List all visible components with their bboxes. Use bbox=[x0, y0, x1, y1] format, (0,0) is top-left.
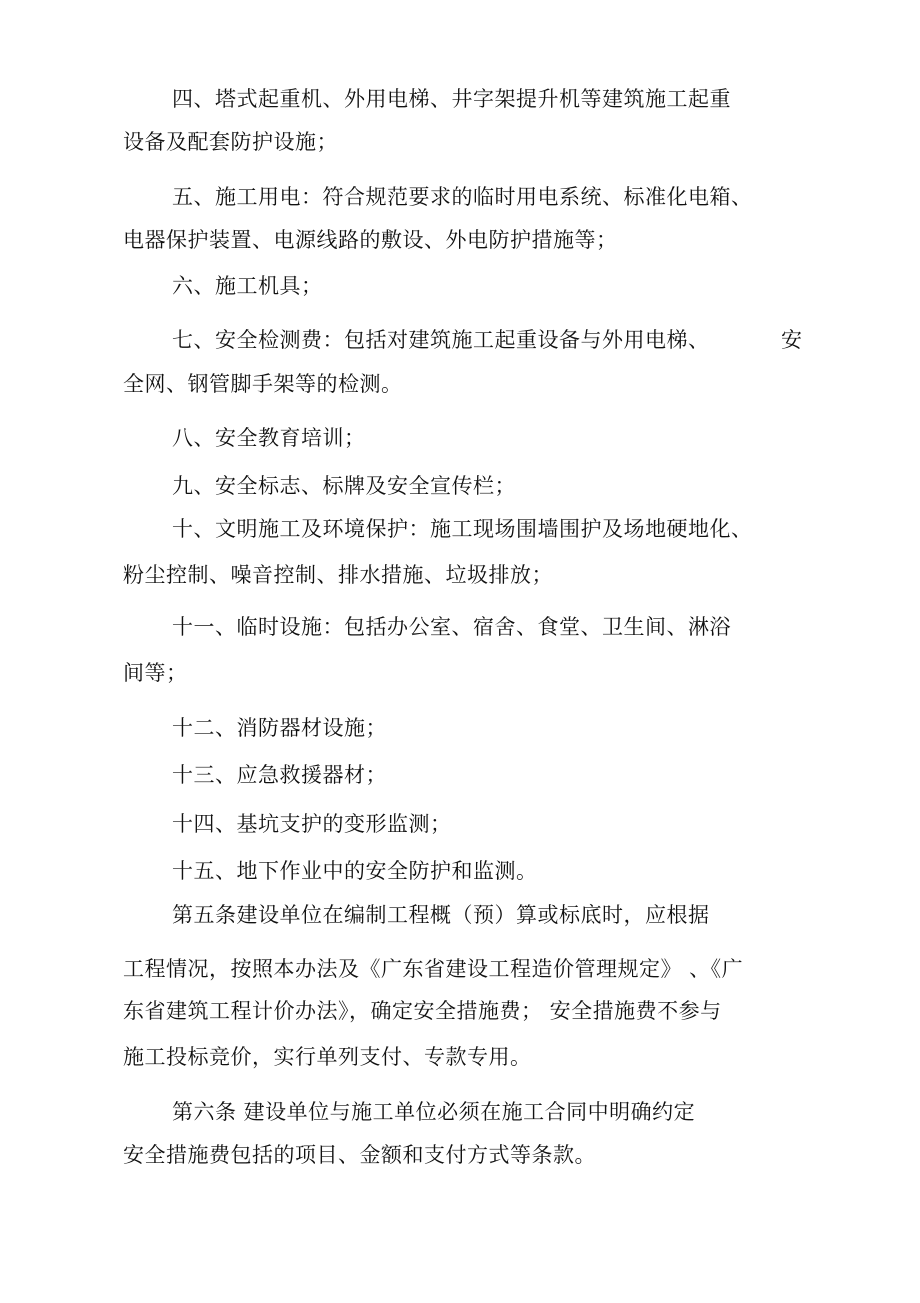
article-5-line-1: 第五条建设单位在编制工程概（预）算或标底时，应根据 bbox=[172, 903, 710, 927]
clause-item-13: 十三、应急救援器材； bbox=[172, 763, 387, 787]
clause-item-9: 九、安全标志、标牌及安全宣传栏； bbox=[172, 474, 516, 498]
article-5-line-4: 施工投标竞价，实行单列支付、专款专用。 bbox=[123, 1045, 532, 1069]
clause-item-4-line-2: 设备及配套防护设施； bbox=[123, 130, 338, 154]
clause-item-12: 十二、消防器材设施； bbox=[172, 716, 387, 740]
article-5-line-2: 工程情况，按照本办法及《广东省建设工程造价管理规定》 、《广 bbox=[123, 957, 744, 981]
clause-item-5-line-1: 五、施工用电：符合规范要求的临时用电系统、标准化电箱、 bbox=[172, 185, 753, 209]
clause-item-5-line-2: 电器保护装置、电源线路的敷设、外电防护措施等； bbox=[123, 228, 618, 252]
clause-item-14: 十四、基坑支护的变形监测； bbox=[172, 812, 452, 836]
clause-item-6: 六、施工机具； bbox=[172, 274, 323, 298]
clause-item-11-line-2: 间等； bbox=[123, 661, 188, 685]
article-6-line-2: 安全措施费包括的项目、金额和支付方式等条款。 bbox=[123, 1143, 596, 1167]
article-5-line-3: 东省建筑工程计价办法》，确定安全措施费； 安全措施费不参与 bbox=[123, 999, 722, 1023]
clause-item-7-line-2: 全网、钢管脚手架等的检测。 bbox=[123, 372, 403, 396]
clause-item-7-line-1-tail: 安 bbox=[781, 328, 803, 352]
clause-item-8: 八、安全教育培训； bbox=[172, 426, 366, 450]
clause-item-4-line-1: 四、塔式起重机、外用电梯、井字架提升机等建筑施工起重 bbox=[172, 87, 731, 111]
clause-item-10-line-2: 粉尘控制、噪音控制、排水措施、垃圾排放； bbox=[123, 563, 553, 587]
clause-item-15: 十五、地下作业中的安全防护和监测。 bbox=[172, 859, 538, 883]
article-6-line-1: 第六条 建设单位与施工单位必须在施工合同中明确约定 bbox=[172, 1100, 696, 1124]
clause-item-11-line-1: 十一、临时设施：包括办公室、宿舍、食堂、卫生间、淋浴 bbox=[172, 615, 731, 639]
clause-item-7-line-1: 七、安全检测费：包括对建筑施工起重设备与外用电梯、 bbox=[172, 328, 710, 352]
clause-item-10-line-1: 十、文明施工及环境保护：施工现场围墙围护及场地硬地化、 bbox=[172, 517, 753, 541]
